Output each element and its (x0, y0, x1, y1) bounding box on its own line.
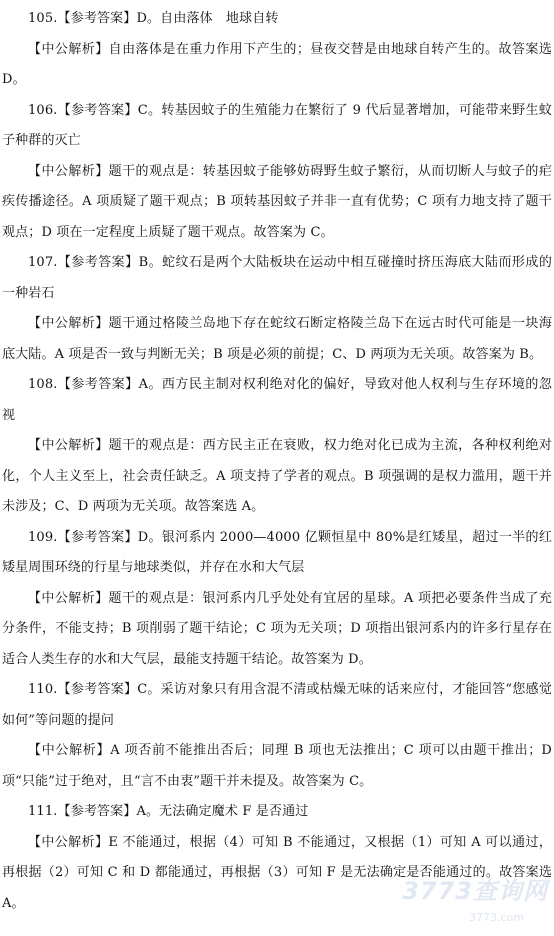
analysis-111: 【中公解析】E 不能通过，根据（4）可知 B 不能通过，又根据（1）可知 A 可以通过，再根据（2）可知 C 和 D 都能通过，再根据（3）可知 F 是无法确定是否能通过的。故答案选 A。 (2, 834, 552, 911)
answer-111: 111.【参考答案】A。无法确定魔术 F 是否通过 (28, 804, 309, 819)
answer-110: 110.【参考答案】C。采访对象只有用含混不清或枯燥无味的话来应付，才能回答“您感觉如何”等问题的提问 (2, 682, 552, 728)
analysis-108: 【中公解析】题干的观点是：西方民主正在衰败，权力绝对化已成为主流，各种权利绝对化，个人主义至上，社会责任缺乏。A 项支持了学者的观点。B 项强调的是权力滥用，题干并未涉及；C、D 两项为无关项。故答案选 A。 (2, 438, 552, 514)
site-watermark-url: 3773.com (469, 911, 524, 924)
analysis-109: 【中公解析】题干的观点是：银河系内几乎处处有宜居的星球。A 项把必要条件当成了充分条件，不能支持；B 项削弱了题干结论；C 项为无关项；D 项指出银河系内的许多行星存在适合人类生存的水和大气层，最能支持题干结论。故答案为 D。 (2, 590, 552, 667)
site-watermark: 3773查询网 (402, 877, 548, 905)
answer-105: 105.【参考答案】D。自由落体 地球自转 (28, 11, 279, 26)
analysis-107: 【中公解析】题干通过格陵兰岛地下存在蛇纹石断定格陵兰岛下在远古时代可能是一块海底大陆。A 项是否一致与判断无关；B 项是必须的前提；C、D 两项为无关项。故答案为 B。 (2, 316, 552, 362)
answer-109: 109.【参考答案】D。银河系内 2000—4000 亿颗恒星中 80%是红矮星，超过一半的红矮星周围环绕的行星与地球类似，并存在水和大气层 (2, 529, 552, 575)
answer-108: 108.【参考答案】A。西方民主制对权利绝对化的偏好，导致对他人权利与生存环境的忽视 (2, 377, 552, 423)
analysis-106: 【中公解析】题干的观点是：转基因蚊子能够妨碍野生蚊子繁衍，从而切断人与蚊子的疟疾传播途径。A 项质疑了题干观点；B 项转基因蚊子并非一直有优势；C 项有力地支持了题干观点；D 项在一定程度上质疑了题干观点。故答案为 C。 (2, 163, 552, 240)
answer-107: 107.【参考答案】B。蛇纹石是两个大陆板块在运动中相互碰撞时挤压海底大陆而形成的一种岩石 (2, 255, 552, 301)
analysis-110: 【中公解析】A 项否前不能推出否后；同理 B 项也无法推出；C 项可以由题干推出；D 项“只能”过于绝对，且“言不由衷”题干并未提及。故答案为 C。 (2, 743, 552, 789)
analysis-105: 【中公解析】自由落体是在重力作用下产生的；昼夜交替是由地球自转产生的。故答案选 D。 (2, 41, 552, 87)
answer-106: 106.【参考答案】C。转基因蚊子的生殖能力在繁衍了 9 代后显著增加，可能带来野生蚊子种群的灭亡 (2, 102, 552, 148)
